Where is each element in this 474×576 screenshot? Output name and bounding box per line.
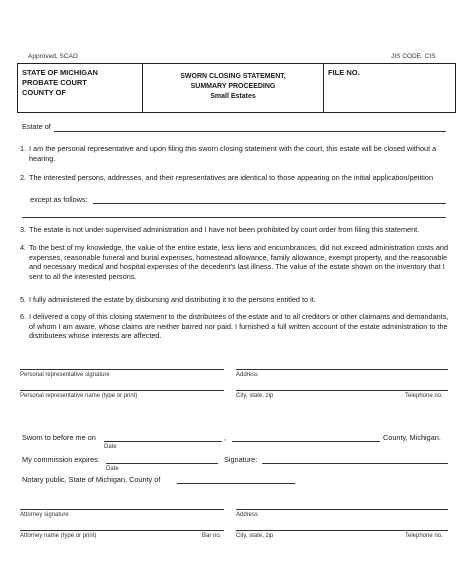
attorney-telephone-label: Telephone no. bbox=[405, 533, 443, 539]
statement-item-2 bbox=[20, 173, 452, 185]
attorney-city-field[interactable] bbox=[236, 530, 448, 531]
sworn-date-field[interactable] bbox=[104, 441, 222, 442]
attorney-address-label: Address bbox=[236, 512, 259, 518]
pr-signature-field[interactable] bbox=[20, 369, 224, 370]
sworn-before-label: Sworn to before me on bbox=[22, 433, 96, 442]
notary-signature-field[interactable] bbox=[262, 463, 448, 464]
form-title-line3: Small Estates bbox=[210, 93, 256, 100]
sworn-date-label: Date bbox=[104, 444, 117, 450]
file-no-label: FILE NO. bbox=[328, 68, 360, 77]
item-text: The interested persons, addresses, and their representatives are identical to those appearing on the initial application/petition bbox=[29, 173, 434, 182]
except-as-follows-label: except as follows: bbox=[30, 195, 88, 204]
court-caption bbox=[22, 68, 98, 98]
notary-signature-label: Signature: bbox=[224, 455, 258, 464]
statement-item-5 bbox=[20, 295, 452, 307]
case-header-box bbox=[17, 63, 456, 113]
item-number: 5. bbox=[20, 295, 27, 304]
exceptions-field-line2[interactable] bbox=[22, 217, 446, 218]
sworn-county-field[interactable] bbox=[232, 441, 380, 442]
statement-item-6 bbox=[20, 312, 452, 344]
notary-county-field[interactable] bbox=[177, 483, 295, 484]
estate-of-label: Estate of bbox=[22, 122, 51, 131]
item-number: 1. bbox=[20, 144, 27, 153]
attorney-name-label: Attorney name (type or print) bbox=[20, 533, 97, 539]
item-text: To the best of my knowledge, the value of the entire estate, less liens and encumbrances, did not exceed administration costs and expenses, reasonable funeral and burial expenses, homestead allowance, family allowance, exempt property, and the reasonable and necessary medical and hospital expenses of the decedent's last illness. The value of the estate shown on the inventory that I sent to all the interested persons. bbox=[29, 243, 449, 281]
statement-item-3 bbox=[20, 225, 452, 237]
county-michigan-label: County, Michigan. bbox=[383, 433, 441, 442]
form-title-line2: SUMMARY PROCEEDING bbox=[190, 83, 276, 90]
item-text: I delivered a copy of this closing statement to the distributees of the estate and to all creditors or other claimants and demandants, of whom I am aware, whose claims are neither barred nor paid. I furnished a full written account of the estate administration to the distributees whose interests are affected. bbox=[29, 312, 449, 341]
attorney-name-field[interactable] bbox=[20, 530, 224, 531]
item-text: I am the personal representative and upon filing this sworn closing statement with the court, this estate will be closed without a hearing. bbox=[29, 144, 437, 163]
item-text: I fully administered the estate by disbursing and distributing it to the persons entitled to it. bbox=[29, 295, 316, 304]
item-number: 3. bbox=[20, 225, 27, 234]
commission-date-label: Date bbox=[106, 466, 119, 472]
pr-signature-label: Personal representative signature bbox=[20, 372, 110, 378]
pr-address-label: Address bbox=[236, 372, 259, 378]
statement-item-4 bbox=[20, 243, 452, 285]
sworn-comma: , bbox=[224, 433, 227, 442]
commission-expires-label: My commission expires: bbox=[22, 455, 100, 464]
item-number: 6. bbox=[20, 312, 27, 321]
bar-no-label: Bar no. bbox=[202, 533, 222, 539]
pr-telephone-label: Telephone no. bbox=[405, 393, 443, 399]
approved-label: Approved, SCAO bbox=[28, 53, 78, 60]
item-number: 4. bbox=[20, 243, 27, 252]
pr-address-field[interactable] bbox=[236, 369, 448, 370]
pr-city-label: City, state, zip bbox=[236, 393, 274, 399]
header-divider bbox=[323, 64, 324, 112]
commission-date-field[interactable] bbox=[106, 463, 218, 464]
jis-code: JIS CODE: CIS bbox=[391, 53, 436, 60]
court-state: STATE OF MICHIGAN bbox=[22, 68, 98, 77]
pr-city-field[interactable] bbox=[236, 390, 448, 391]
estate-name-field[interactable] bbox=[54, 131, 446, 132]
pr-name-field[interactable] bbox=[20, 390, 224, 391]
attorney-signature-field[interactable] bbox=[20, 509, 224, 510]
form-title bbox=[148, 72, 318, 102]
pr-name-label: Personal representative name (type or print) bbox=[20, 393, 138, 399]
item-text: The estate is not under supervised administration and I have not been prohibited by court order from filing this statement. bbox=[29, 225, 420, 234]
court-county: COUNTY OF bbox=[22, 88, 67, 97]
statement-item-1 bbox=[20, 144, 452, 166]
item-number: 2. bbox=[20, 173, 27, 182]
attorney-signature-label: Attorney signature bbox=[20, 512, 69, 518]
notary-label: Notary public, State of Michigan, County of bbox=[22, 475, 161, 484]
form-title-line1: SWORN CLOSING STATEMENT, bbox=[180, 73, 286, 80]
header-divider bbox=[142, 64, 143, 112]
exceptions-field[interactable] bbox=[93, 203, 446, 204]
attorney-city-label: City, state, zip bbox=[236, 533, 274, 539]
attorney-address-field[interactable] bbox=[236, 509, 448, 510]
court-name: PROBATE COURT bbox=[22, 78, 87, 87]
